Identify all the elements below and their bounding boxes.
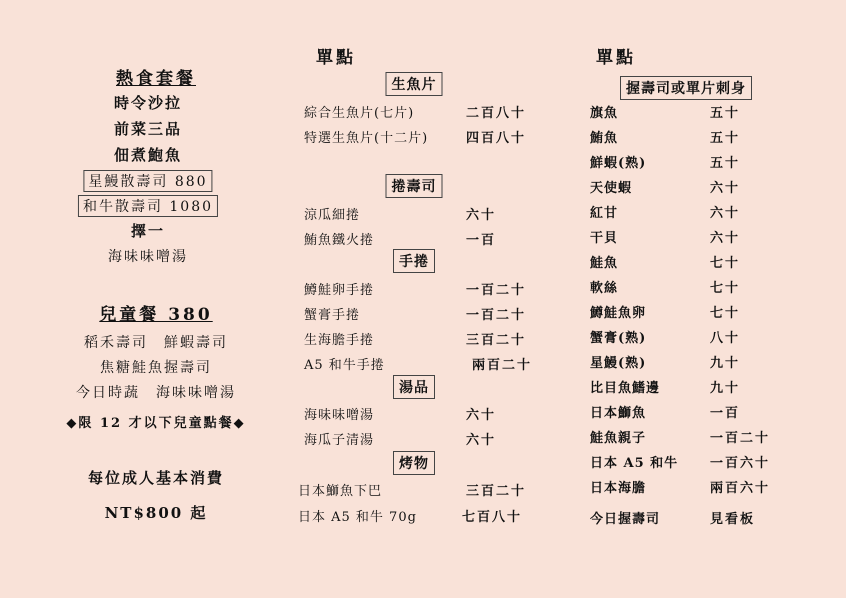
menu-item-price: 兩百二十 bbox=[472, 358, 533, 373]
menu-item-price: 五十 bbox=[710, 131, 741, 146]
menu-item-name: 紅甘 bbox=[590, 206, 619, 221]
set-option-wagyu: 和牛散壽司 1080 bbox=[78, 195, 218, 217]
menu-item-price: 四百八十 bbox=[466, 131, 527, 146]
menu-item-price: 七十 bbox=[710, 306, 741, 321]
section-title-soups: 湯品 bbox=[393, 375, 435, 399]
menu-item-price: 一百二十 bbox=[466, 283, 527, 298]
menu-item-name: 海瓜子清湯 bbox=[304, 433, 375, 448]
menu-item-price: 兩百六十 bbox=[710, 481, 771, 496]
menu-item-price: 六十 bbox=[466, 208, 497, 223]
menu-item-name: 鱒鮭魚卵 bbox=[590, 306, 647, 321]
set-item: 佃煮鮑魚 bbox=[113, 146, 183, 164]
set-option-eel: 星鰻散壽司 880 bbox=[83, 170, 212, 192]
menu-item-name: 綜合生魚片(七片) bbox=[304, 106, 415, 121]
section-title-sashimi: 生魚片 bbox=[386, 72, 443, 96]
menu-item-name: 鮪魚鐵火捲 bbox=[304, 233, 375, 248]
menu-item-price: 九十 bbox=[710, 381, 741, 396]
menu-item-name: 星鰻(熟) bbox=[590, 356, 647, 371]
menu-item-name: 鮭魚親子 bbox=[590, 431, 647, 446]
menu-item-price: 五十 bbox=[710, 156, 741, 171]
minimum-charge-price: NT$800 起 bbox=[104, 504, 208, 522]
menu-item-price: 五十 bbox=[710, 106, 741, 121]
menu-item-price: 七百八十 bbox=[462, 510, 523, 525]
menu-item-price: 三百二十 bbox=[466, 333, 527, 348]
kids-note: ◆限 12 才以下兒童點餐◆ bbox=[66, 416, 246, 431]
menu-item-name: 今日握壽司 bbox=[590, 512, 661, 527]
menu-item-name: 日本鰤魚 bbox=[590, 406, 647, 421]
choose-one: 擇一 bbox=[130, 222, 166, 240]
section-title-grilled: 烤物 bbox=[393, 451, 435, 475]
menu-item-price: 六十 bbox=[710, 206, 741, 221]
menu-item-name: 鮪魚 bbox=[590, 131, 619, 146]
menu-item-name: 特選生魚片(十二片) bbox=[304, 131, 429, 146]
menu-item-price: 一百六十 bbox=[710, 456, 771, 471]
menu-item-price: 三百二十 bbox=[466, 484, 527, 499]
menu-item-price: 六十 bbox=[466, 408, 497, 423]
set-soup: 海味味噌湯 bbox=[108, 249, 188, 265]
menu-item-price: 一百二十 bbox=[710, 431, 771, 446]
menu-item-name: 鱒鮭卵手捲 bbox=[304, 283, 375, 298]
menu-item-name: 鮮蝦(熟) bbox=[590, 156, 647, 171]
section-title-hand-rolls: 手捲 bbox=[393, 249, 435, 273]
menu-item-price: 二百八十 bbox=[466, 106, 527, 121]
menu-item-name: 蟹膏(熟) bbox=[590, 331, 647, 346]
menu-item-price: 一百 bbox=[466, 233, 497, 248]
menu-item-name: 涼瓜細捲 bbox=[304, 208, 361, 223]
menu-item-price: 七十 bbox=[710, 256, 741, 271]
menu-item-name: 天使蝦 bbox=[590, 181, 633, 196]
menu-item-price: 六十 bbox=[466, 433, 497, 448]
menu-item-name: A5 和牛手捲 bbox=[304, 358, 385, 373]
menu-item-price: 見看板 bbox=[710, 512, 756, 527]
menu-item-price: 八十 bbox=[710, 331, 741, 346]
set-meal-title: 熱食套餐 bbox=[116, 69, 196, 89]
menu-item-name: 蟹膏手捲 bbox=[304, 308, 361, 323]
kids-meal-title: 兒童餐 380 bbox=[99, 305, 213, 325]
menu-item-name: 干貝 bbox=[590, 231, 619, 246]
kids-line: 焦糖鮭魚握壽司 bbox=[100, 360, 212, 376]
set-item: 前菜三品 bbox=[113, 120, 183, 138]
menu-item-price: 六十 bbox=[710, 231, 741, 246]
menu-item-price: 一百 bbox=[710, 406, 741, 421]
section-title-nigiri: 握壽司或單片刺身 bbox=[620, 76, 752, 100]
menu-item-name: 日本 A5 和牛 70g bbox=[298, 510, 417, 525]
menu-item-name: 生海膽手捲 bbox=[304, 333, 375, 348]
right-heading: 單點 bbox=[596, 48, 636, 68]
menu-item-name: 日本 A5 和牛 bbox=[590, 456, 679, 471]
kids-line: 今日時蔬 海味味噌湯 bbox=[76, 385, 236, 401]
menu-item-name: 日本海膽 bbox=[590, 481, 647, 496]
menu-item-name: 旗魚 bbox=[590, 106, 619, 121]
kids-line: 稻禾壽司 鮮蝦壽司 bbox=[84, 335, 228, 351]
menu-item-price: 一百二十 bbox=[466, 308, 527, 323]
section-title-rolls: 捲壽司 bbox=[386, 174, 443, 198]
menu-item-name: 鮭魚 bbox=[590, 256, 619, 271]
menu-item-name: 比目魚鰭邊 bbox=[590, 381, 661, 396]
set-item: 時令沙拉 bbox=[113, 94, 183, 112]
middle-heading: 單點 bbox=[316, 48, 356, 68]
menu-item-name: 日本鰤魚下巴 bbox=[298, 484, 383, 499]
menu-item-price: 七十 bbox=[710, 281, 741, 296]
minimum-charge-title: 每位成人基本消費 bbox=[87, 469, 225, 487]
menu-item-price: 九十 bbox=[710, 356, 741, 371]
menu-item-price: 六十 bbox=[710, 181, 741, 196]
menu-item-name: 軟絲 bbox=[590, 281, 619, 296]
menu-item-name: 海味味噌湯 bbox=[304, 408, 375, 423]
